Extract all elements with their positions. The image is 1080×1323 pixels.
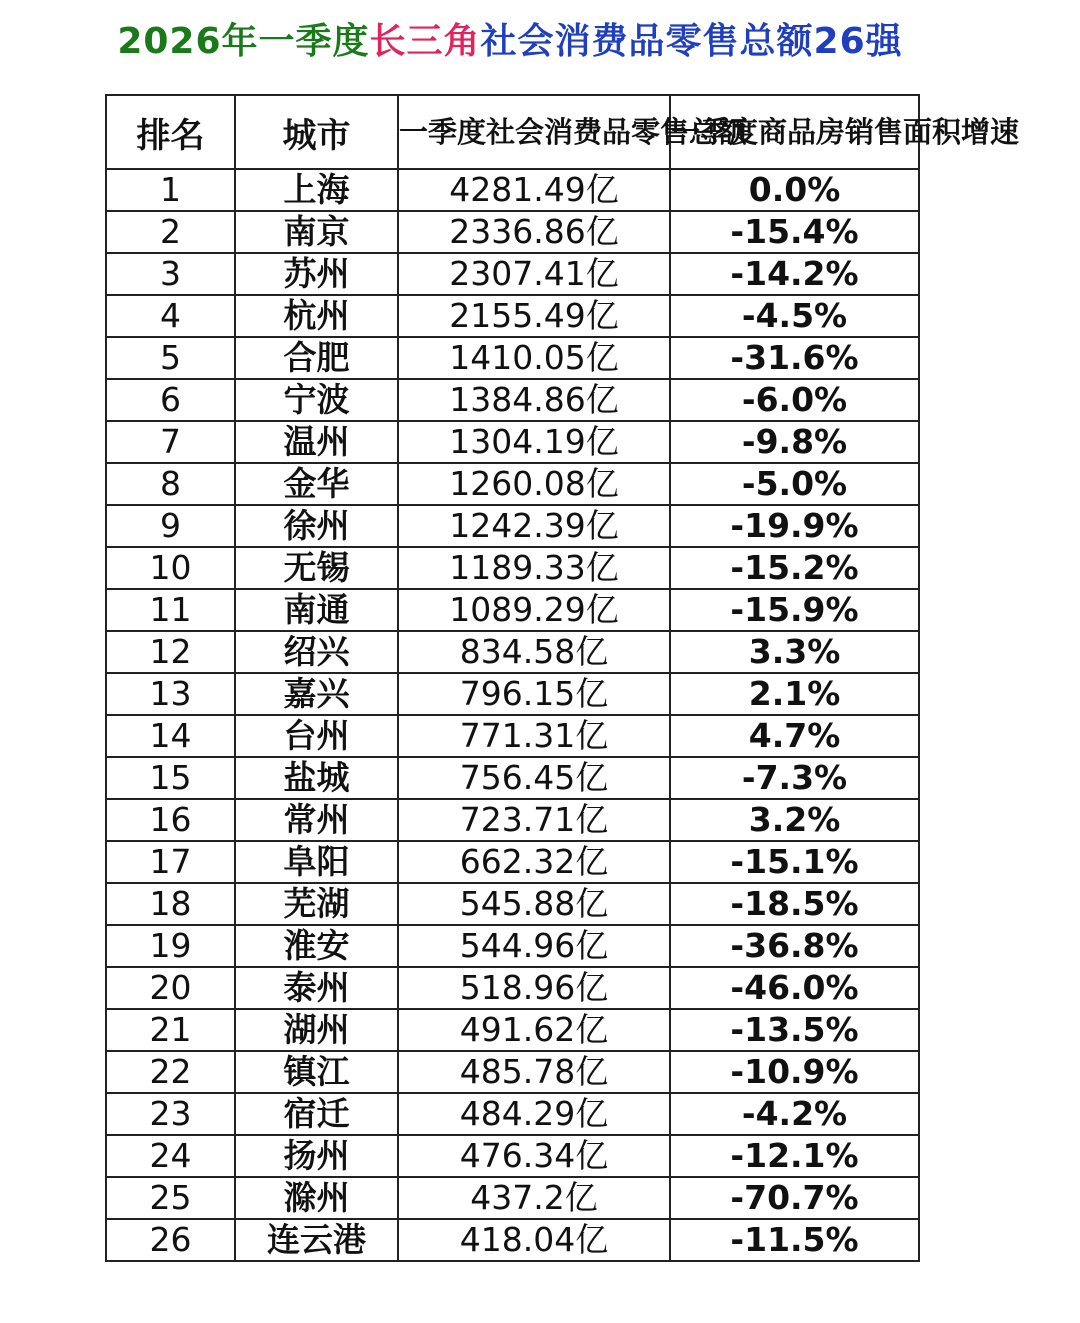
retail-total-cell: 2155.49亿 xyxy=(398,295,670,337)
retail-total-cell: 2336.86亿 xyxy=(398,211,670,253)
city-cell: 南京 xyxy=(235,211,398,253)
rank-cell: 3 xyxy=(106,253,235,295)
housing-growth-cell: -9.8% xyxy=(670,421,919,463)
table-row xyxy=(106,1009,919,1051)
city-cell: 宿迁 xyxy=(235,1093,398,1135)
table-row xyxy=(106,1051,919,1093)
rank-cell: 16 xyxy=(106,799,235,841)
retail-total-cell: 544.96亿 xyxy=(398,925,670,967)
rank-cell: 20 xyxy=(106,967,235,1009)
housing-growth-cell: -15.9% xyxy=(670,589,919,631)
retail-total-cell: 834.58亿 xyxy=(398,631,670,673)
table-row xyxy=(106,169,919,211)
table-row xyxy=(106,715,919,757)
table-row xyxy=(106,547,919,589)
table-row xyxy=(106,463,919,505)
rank-cell: 15 xyxy=(106,757,235,799)
page-title xyxy=(0,18,1020,66)
city-cell: 扬州 xyxy=(235,1135,398,1177)
housing-growth-cell: -14.2% xyxy=(670,253,919,295)
city-cell: 泰州 xyxy=(235,967,398,1009)
rank-cell: 12 xyxy=(106,631,235,673)
housing-growth-cell: -5.0% xyxy=(670,463,919,505)
housing-growth-cell: -15.4% xyxy=(670,211,919,253)
city-cell: 无锡 xyxy=(235,547,398,589)
housing-growth-cell: -15.1% xyxy=(670,841,919,883)
table-row xyxy=(106,379,919,421)
housing-growth-cell: -36.8% xyxy=(670,925,919,967)
retail-total-cell: 1384.86亿 xyxy=(398,379,670,421)
table-row xyxy=(106,505,919,547)
rank-cell: 19 xyxy=(106,925,235,967)
header-retail-total: 一季度社会消费品零售总额 xyxy=(398,95,670,169)
header-housing-growth: 一季度商品房销售面积增速 xyxy=(670,95,919,169)
city-cell: 宁波 xyxy=(235,379,398,421)
retail-total-cell: 1242.39亿 xyxy=(398,505,670,547)
city-cell: 常州 xyxy=(235,799,398,841)
table-row xyxy=(106,883,919,925)
table-row xyxy=(106,1135,919,1177)
table-row xyxy=(106,211,919,253)
housing-growth-cell: -4.2% xyxy=(670,1093,919,1135)
rank-cell: 9 xyxy=(106,505,235,547)
city-cell: 台州 xyxy=(235,715,398,757)
rank-cell: 26 xyxy=(106,1219,235,1261)
rank-cell: 25 xyxy=(106,1177,235,1219)
rank-cell: 13 xyxy=(106,673,235,715)
retail-total-cell: 518.96亿 xyxy=(398,967,670,1009)
housing-growth-cell: -12.1% xyxy=(670,1135,919,1177)
retail-total-cell: 545.88亿 xyxy=(398,883,670,925)
housing-growth-cell: 4.7% xyxy=(670,715,919,757)
city-cell: 盐城 xyxy=(235,757,398,799)
city-cell: 温州 xyxy=(235,421,398,463)
city-cell: 金华 xyxy=(235,463,398,505)
city-cell: 滁州 xyxy=(235,1177,398,1219)
city-cell: 杭州 xyxy=(235,295,398,337)
rank-cell: 24 xyxy=(106,1135,235,1177)
retail-total-cell: 437.2亿 xyxy=(398,1177,670,1219)
retail-total-cell: 4281.49亿 xyxy=(398,169,670,211)
housing-growth-cell: -11.5% xyxy=(670,1219,919,1261)
retail-total-cell: 723.71亿 xyxy=(398,799,670,841)
housing-growth-cell: 3.2% xyxy=(670,799,919,841)
table-row xyxy=(106,1219,919,1261)
city-cell: 淮安 xyxy=(235,925,398,967)
retail-total-cell: 418.04亿 xyxy=(398,1219,670,1261)
city-cell: 苏州 xyxy=(235,253,398,295)
table-header-row xyxy=(106,95,919,169)
rank-cell: 8 xyxy=(106,463,235,505)
rank-cell: 17 xyxy=(106,841,235,883)
retail-total-cell: 1260.08亿 xyxy=(398,463,670,505)
table-row xyxy=(106,589,919,631)
table-row xyxy=(106,967,919,1009)
table-row xyxy=(106,1093,919,1135)
rank-cell: 5 xyxy=(106,337,235,379)
retail-total-cell: 1189.33亿 xyxy=(398,547,670,589)
housing-growth-cell: 3.3% xyxy=(670,631,919,673)
table-row xyxy=(106,757,919,799)
table-row xyxy=(106,925,919,967)
table-row xyxy=(106,337,919,379)
city-cell: 连云港 xyxy=(235,1219,398,1261)
retail-total-cell: 1304.19亿 xyxy=(398,421,670,463)
city-cell: 镇江 xyxy=(235,1051,398,1093)
housing-growth-cell: -6.0% xyxy=(670,379,919,421)
rank-cell: 21 xyxy=(106,1009,235,1051)
table-row xyxy=(106,253,919,295)
retail-total-cell: 491.62亿 xyxy=(398,1009,670,1051)
rank-cell: 6 xyxy=(106,379,235,421)
rank-cell: 22 xyxy=(106,1051,235,1093)
rank-cell: 14 xyxy=(106,715,235,757)
city-cell: 阜阳 xyxy=(235,841,398,883)
retail-total-cell: 756.45亿 xyxy=(398,757,670,799)
retail-total-cell: 484.29亿 xyxy=(398,1093,670,1135)
title-part-year: 2026年一季度 xyxy=(117,21,370,62)
city-cell: 合肥 xyxy=(235,337,398,379)
header-city: 城市 xyxy=(235,95,398,169)
table-row xyxy=(106,631,919,673)
header-rank: 排名 xyxy=(106,95,235,169)
housing-growth-cell: -7.3% xyxy=(670,757,919,799)
table-row xyxy=(106,673,919,715)
housing-growth-cell: -31.6% xyxy=(670,337,919,379)
city-cell: 徐州 xyxy=(235,505,398,547)
city-cell: 绍兴 xyxy=(235,631,398,673)
rank-cell: 7 xyxy=(106,421,235,463)
title-part-region: 长三角 xyxy=(369,21,481,62)
housing-growth-cell: -10.9% xyxy=(670,1051,919,1093)
housing-growth-cell: -13.5% xyxy=(670,1009,919,1051)
table-row xyxy=(106,421,919,463)
housing-growth-cell: 2.1% xyxy=(670,673,919,715)
rank-cell: 2 xyxy=(106,211,235,253)
rank-cell: 23 xyxy=(106,1093,235,1135)
retail-total-cell: 2307.41亿 xyxy=(398,253,670,295)
housing-growth-cell: -46.0% xyxy=(670,967,919,1009)
retail-total-cell: 796.15亿 xyxy=(398,673,670,715)
retail-total-cell: 771.31亿 xyxy=(398,715,670,757)
table-row xyxy=(106,841,919,883)
rank-cell: 18 xyxy=(106,883,235,925)
housing-growth-cell: -19.9% xyxy=(670,505,919,547)
table-row xyxy=(106,295,919,337)
city-cell: 嘉兴 xyxy=(235,673,398,715)
rank-cell: 4 xyxy=(106,295,235,337)
rank-cell: 10 xyxy=(106,547,235,589)
housing-growth-cell: -4.5% xyxy=(670,295,919,337)
table-row xyxy=(106,799,919,841)
retail-total-cell: 662.32亿 xyxy=(398,841,670,883)
city-cell: 上海 xyxy=(235,169,398,211)
housing-growth-cell: 0.0% xyxy=(670,169,919,211)
title-part-subject: 社会消费品零售总额26强 xyxy=(480,21,903,62)
rank-cell: 11 xyxy=(106,589,235,631)
retail-total-cell: 485.78亿 xyxy=(398,1051,670,1093)
city-cell: 芜湖 xyxy=(235,883,398,925)
retail-total-cell: 1089.29亿 xyxy=(398,589,670,631)
rank-cell: 1 xyxy=(106,169,235,211)
retail-total-cell: 476.34亿 xyxy=(398,1135,670,1177)
table-row xyxy=(106,1177,919,1219)
housing-growth-cell: -15.2% xyxy=(670,547,919,589)
housing-growth-cell: -70.7% xyxy=(670,1177,919,1219)
city-cell: 湖州 xyxy=(235,1009,398,1051)
housing-growth-cell: -18.5% xyxy=(670,883,919,925)
retail-total-cell: 1410.05亿 xyxy=(398,337,670,379)
city-cell: 南通 xyxy=(235,589,398,631)
ranking-table xyxy=(105,94,1020,1262)
table-body xyxy=(106,169,919,1261)
